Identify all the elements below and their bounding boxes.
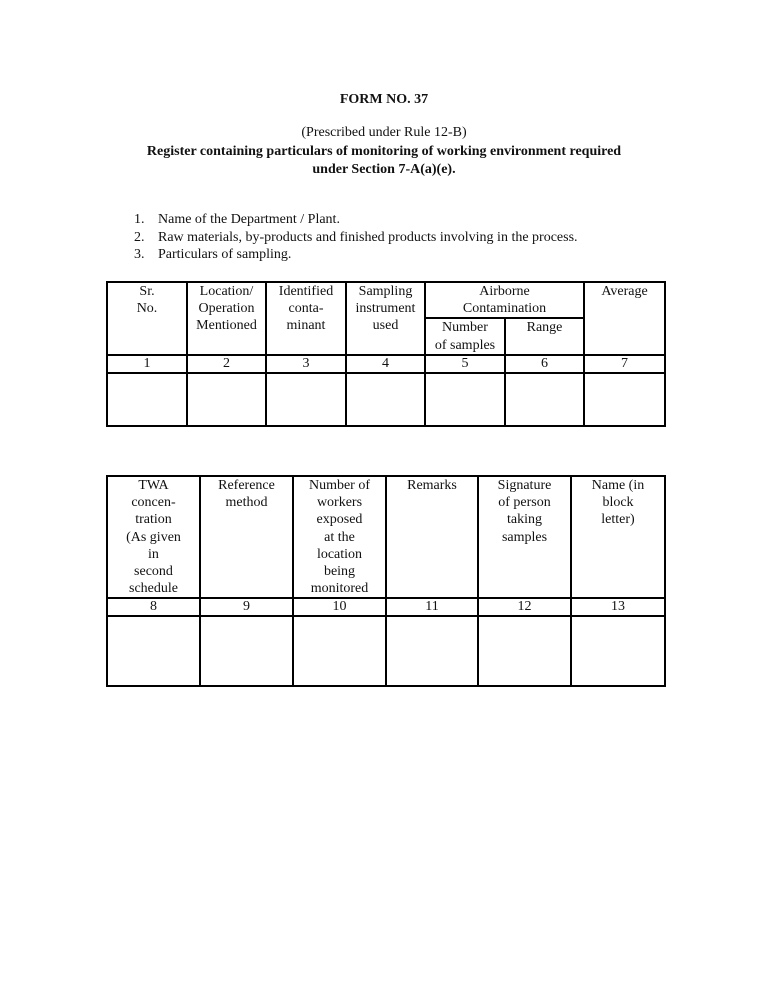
list-item-text: Name of the Department / Plant. — [158, 212, 340, 227]
list-item-text: Particulars of sampling. — [158, 247, 292, 262]
entry-cell[interactable] — [200, 616, 293, 686]
monitoring-table — [106, 475, 666, 687]
entry-cell[interactable] — [107, 616, 200, 686]
header-line: method — [225, 495, 268, 511]
column-number: 9 — [200, 598, 293, 616]
header-line: Contamination — [462, 301, 547, 317]
header-line: concen- — [131, 495, 176, 511]
header-line: Number of — [308, 478, 371, 493]
header-line: Mentioned — [196, 318, 257, 334]
header-line: Average — [601, 284, 648, 299]
header-line: of samples — [434, 337, 496, 353]
entry-cell[interactable] — [187, 373, 266, 426]
header-line: being — [323, 564, 356, 580]
header-range — [505, 318, 584, 354]
header-line: minant — [286, 318, 326, 334]
header-line: Sr. — [139, 284, 155, 299]
header-line: Reference — [218, 478, 275, 493]
header-line: Signature — [497, 478, 552, 493]
header-line: instrument — [355, 301, 416, 317]
form-number: FORM NO. 37 — [339, 92, 429, 107]
header-line: at the — [324, 529, 355, 545]
column-number: 8 — [107, 598, 200, 616]
list-item — [134, 229, 578, 247]
header-line: Sampling — [358, 284, 413, 299]
header-line: block — [602, 495, 634, 511]
header-line: Operation — [198, 301, 255, 317]
header-workers-exposed — [293, 476, 386, 598]
column-number: 10 — [293, 598, 386, 616]
header-line: samples — [501, 529, 548, 545]
list-item — [134, 211, 578, 229]
header-line: Number — [442, 320, 488, 336]
entry-cell[interactable] — [386, 616, 478, 686]
header-line: No. — [136, 301, 158, 317]
prescribed-rule: (Prescribed under Rule 12-B) — [301, 125, 467, 140]
list-item-number: 3. — [134, 247, 145, 262]
header-airborne-contamination — [425, 282, 584, 318]
form-heading-line1: Register containing particulars of monitoring of working environment required — [146, 144, 622, 159]
column-number: 13 — [571, 598, 665, 616]
entry-cell[interactable] — [478, 616, 571, 686]
header-average — [584, 282, 665, 355]
header-line: monitored — [310, 581, 369, 597]
entry-cell[interactable] — [266, 373, 346, 426]
header-line: Airborne — [479, 284, 530, 299]
header-line: conta- — [288, 301, 324, 317]
entry-cell[interactable] — [346, 373, 425, 426]
header-line: Range — [526, 320, 563, 336]
header-remarks — [386, 476, 478, 598]
header-line: Location/ — [199, 284, 254, 299]
header-line: location — [316, 546, 363, 562]
list-item-number: 2. — [134, 229, 145, 245]
column-number: 12 — [478, 598, 571, 616]
entry-cell[interactable] — [505, 373, 584, 426]
header-line: workers — [316, 495, 363, 511]
column-number: 3 — [266, 355, 346, 373]
column-number: 11 — [386, 598, 478, 616]
form-heading-line2: under Section 7-A(a)(e). — [312, 162, 456, 177]
column-number: 4 — [346, 355, 425, 373]
header-line: tration — [135, 512, 172, 528]
list-item — [134, 246, 578, 264]
header-line: second — [134, 564, 173, 580]
header-line: exposed — [316, 512, 363, 528]
header-twa-concentration — [107, 476, 200, 598]
header-sampling-instrument — [346, 282, 425, 355]
header-line: schedule — [129, 581, 178, 597]
list-item-text: Raw materials, by-products and finished products involving in the process. — [158, 229, 578, 245]
header-line: (As given — [126, 529, 181, 545]
header-number-of-samples — [425, 318, 505, 354]
header-line: taking — [507, 512, 542, 528]
header-line: TWA — [138, 478, 169, 493]
header-location — [187, 282, 266, 355]
entry-cell[interactable] — [107, 373, 187, 426]
column-number: 2 — [187, 355, 266, 373]
particulars-list — [134, 211, 578, 264]
entry-cell[interactable] — [584, 373, 665, 426]
header-line: Identified — [278, 284, 334, 299]
entry-cell[interactable] — [293, 616, 386, 686]
header-sr-no — [107, 282, 187, 355]
header-name — [571, 476, 665, 598]
entry-cell[interactable] — [571, 616, 665, 686]
header-line: of person — [498, 495, 551, 511]
header-contaminant — [266, 282, 346, 355]
list-item-number: 1. — [134, 212, 145, 227]
column-number: 5 — [425, 355, 505, 373]
header-line: Remarks — [407, 478, 457, 493]
column-number: 7 — [584, 355, 665, 373]
column-number: 6 — [505, 355, 584, 373]
header-line: in — [148, 546, 159, 562]
header-line: Name (in — [591, 478, 645, 493]
header-reference-method — [200, 476, 293, 598]
column-number: 1 — [107, 355, 187, 373]
entry-cell[interactable] — [425, 373, 505, 426]
header-line: used — [372, 318, 399, 334]
sampling-table — [106, 281, 666, 427]
header-line: letter) — [601, 512, 635, 528]
form-heading — [110, 143, 658, 179]
header-signature — [478, 476, 571, 598]
